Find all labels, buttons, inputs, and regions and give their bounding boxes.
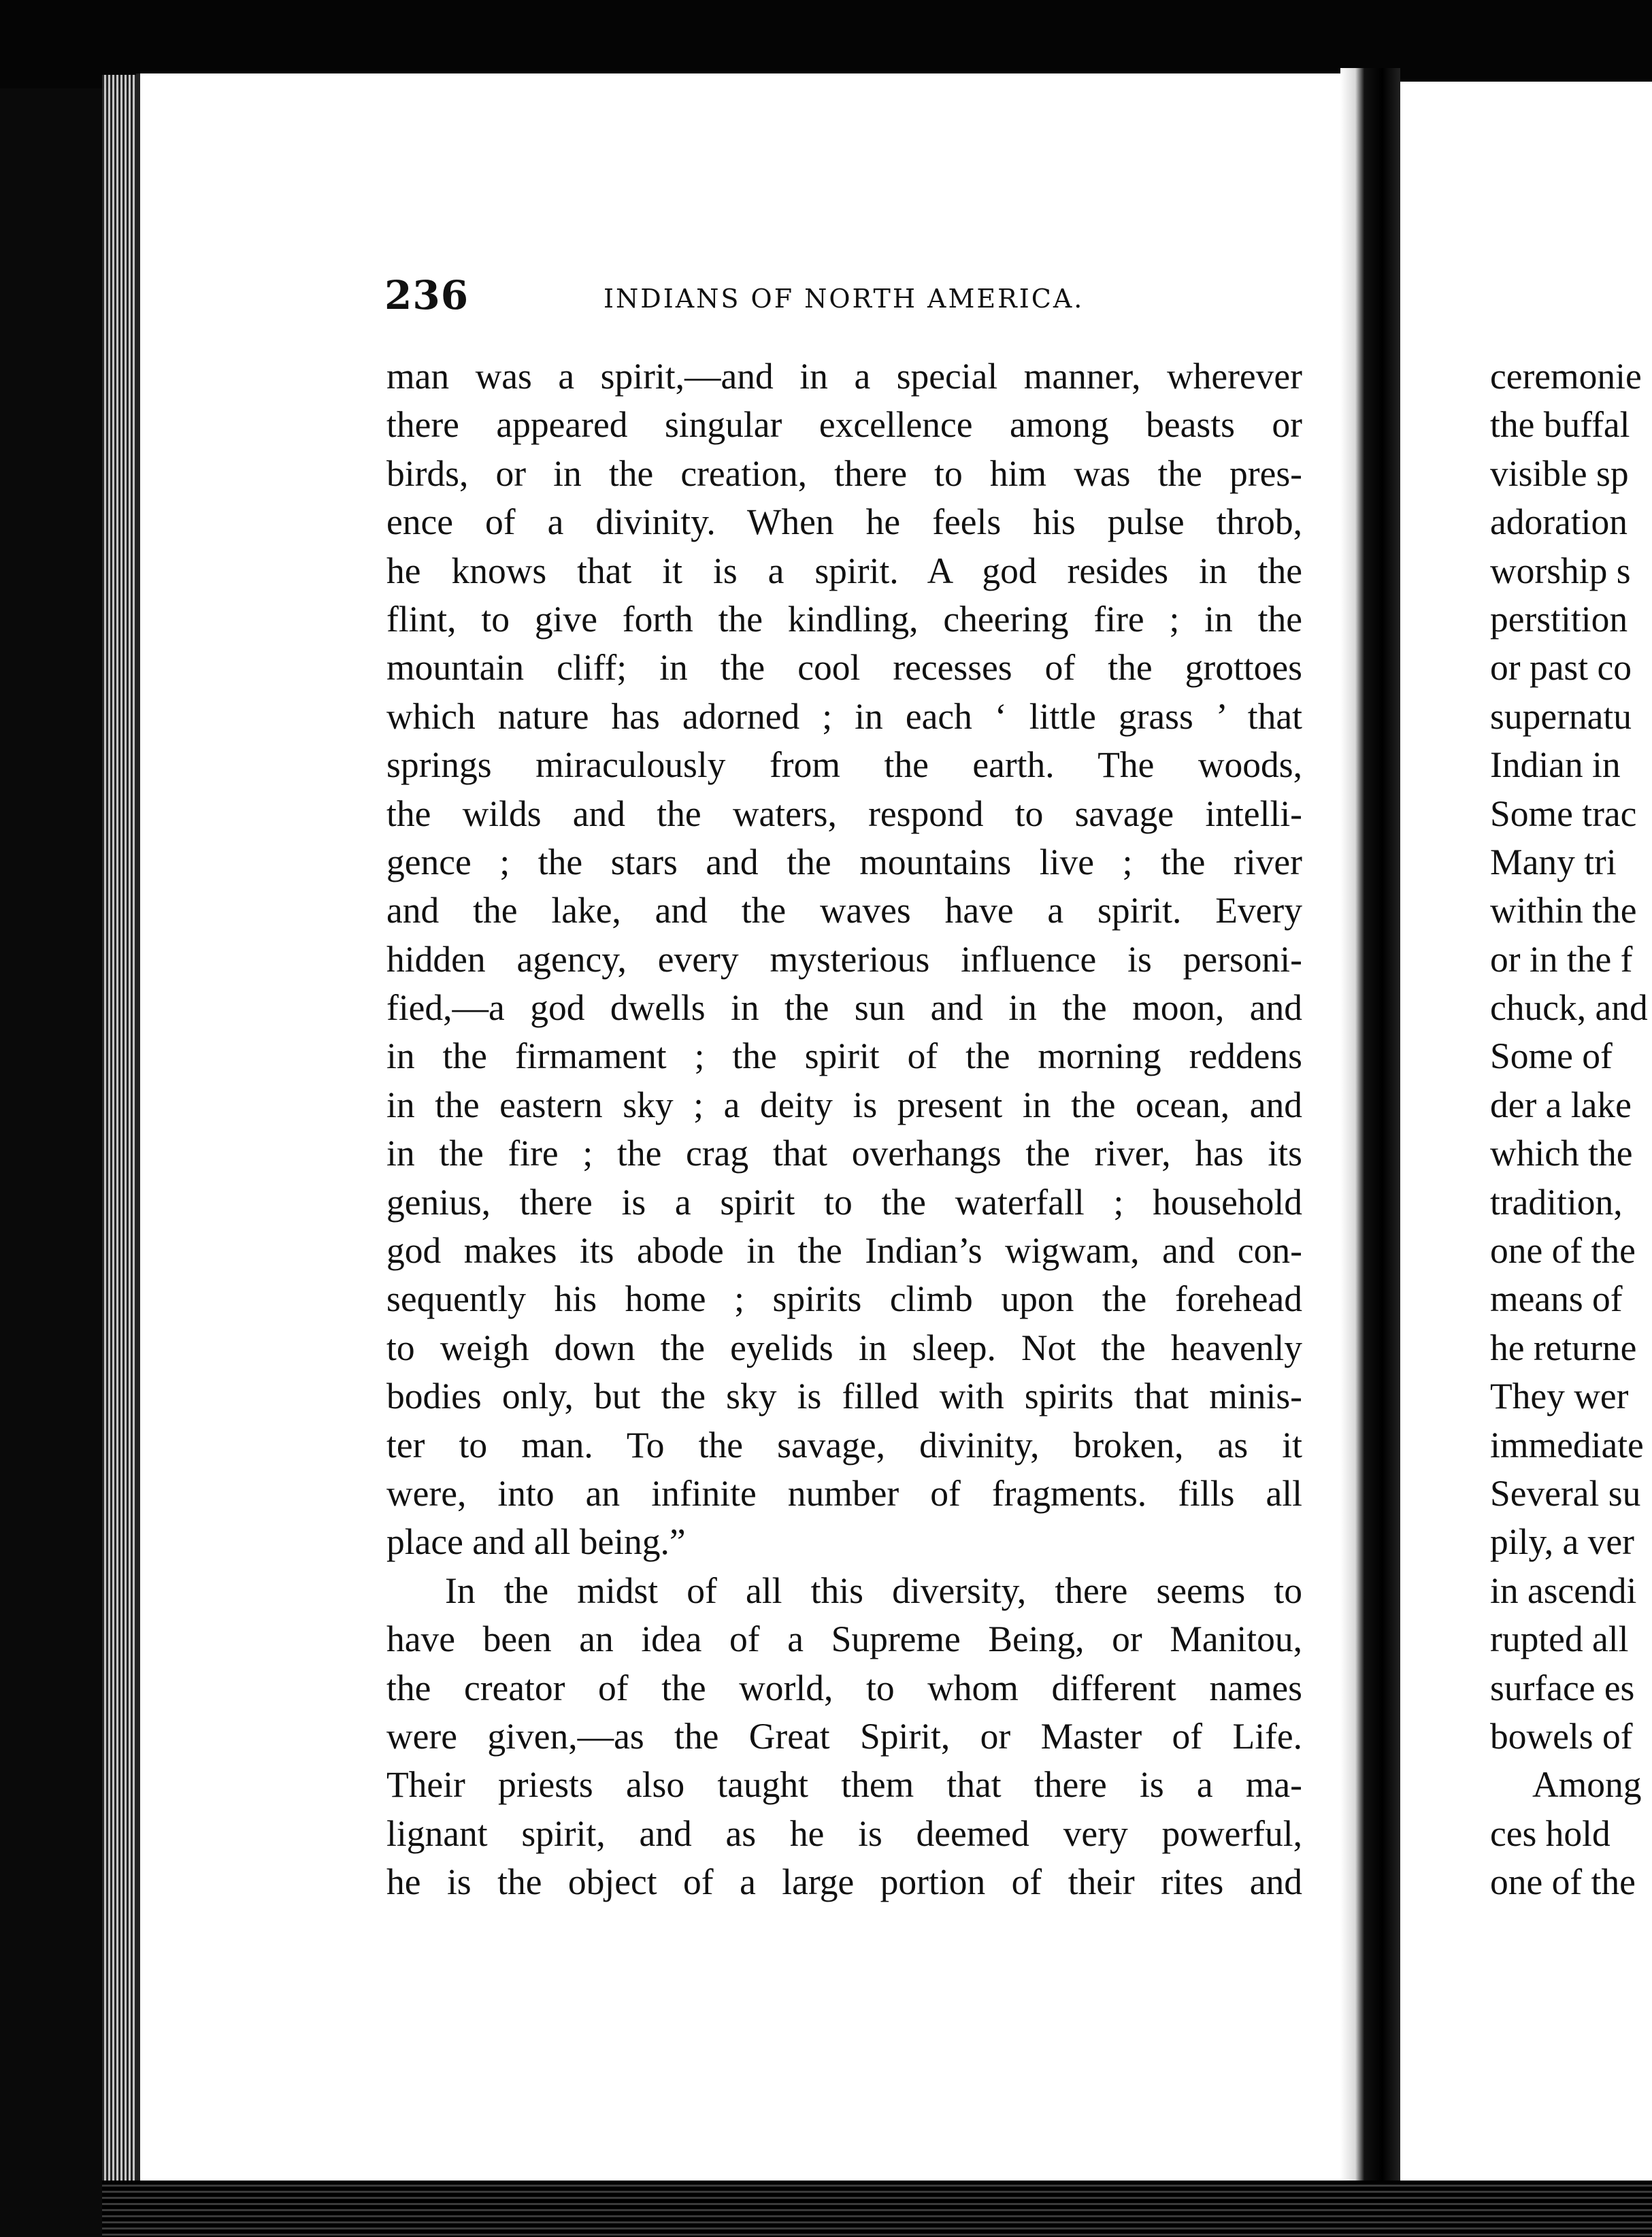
text-line: der a lake [1490, 1084, 1632, 1125]
text-line: springs miraculously from the earth. The woods, [386, 744, 1302, 786]
text-line: Their priests also taught them that there is a ma- [386, 1764, 1302, 1806]
text-line: have been an idea of a Supreme Being, or Manitou, [386, 1619, 1302, 1660]
text-line: lignant spirit, and as he is deemed very powerful, [386, 1812, 1302, 1854]
text-line: one of the [1490, 1230, 1636, 1272]
text-line: in the eastern sky ; a deity is present in the ocean, and [386, 1084, 1302, 1125]
text-line: which the [1490, 1133, 1633, 1174]
text-line: ter to man. To the savage, divinity, broken, as it [386, 1424, 1302, 1465]
text-line: ence of a divinity. When he feels his pulse throb, [386, 501, 1302, 543]
text-line: sequently his home ; spirits climb upon the forehead [386, 1278, 1302, 1320]
text-line: he returne [1490, 1327, 1637, 1368]
text-line: which nature has adorned ; in each ‘ little grass ’ that [386, 695, 1302, 737]
text-line: visible sp [1490, 452, 1629, 494]
text-line: surface es [1490, 1667, 1635, 1708]
running-title: INDIANS OF NORTH AMERICA. [604, 284, 1085, 314]
text-line: or in the f [1490, 938, 1633, 980]
text-line: flint, to give forth the kindling, cheering fire ; in the [386, 598, 1302, 640]
text-line: in the firmament ; the spirit of the morning reddens [386, 1035, 1302, 1077]
text-line: Some trac [1490, 793, 1637, 834]
text-line: place and all being.” [386, 1521, 686, 1563]
text-line: means of [1490, 1278, 1623, 1320]
text-line: within the [1490, 890, 1637, 931]
paragraph-start-line: In the midst of all this diversity, there seems to [445, 1570, 1302, 1611]
text-line: ceremonie [1490, 356, 1642, 397]
text-line: bowels of [1490, 1715, 1633, 1757]
text-line: rupted all [1490, 1619, 1629, 1660]
scan-background-left [0, 88, 102, 2237]
text-line: there appeared singular excellence among beasts or [386, 404, 1302, 446]
left-page-body [386, 352, 1302, 1907]
text-line: and the lake, and the waves have a spirit. Every [386, 890, 1302, 931]
text-line: perstition [1490, 598, 1628, 640]
book-gutter [1340, 68, 1400, 2204]
text-line: worship s [1490, 550, 1631, 591]
text-line: Several su [1490, 1472, 1641, 1514]
text-line: were, into an infinite number of fragments. fills all [386, 1472, 1302, 1514]
text-line: god makes its abode in the Indian’s wigwam, and con- [386, 1230, 1302, 1272]
text-line: the buffal [1490, 404, 1630, 446]
text-line: hidden agency, every mysterious influence is personi- [386, 938, 1302, 980]
text-line: tradition, [1490, 1181, 1623, 1223]
paragraph-start-line: Among [1532, 1764, 1642, 1806]
text-line: Many tri [1490, 841, 1617, 882]
text-line: immediate [1490, 1424, 1644, 1465]
text-line: fied,—a god dwells in the sun and in the moon, and [386, 987, 1302, 1029]
text-line: Some of [1490, 1035, 1613, 1077]
text-line: Indian in [1490, 744, 1621, 786]
text-line: the wilds and the waters, respond to savage intelli- [386, 793, 1302, 834]
text-line: mountain cliff; in the cool recesses of the grottoes [386, 647, 1302, 689]
text-line: bodies only, but the sky is filled with spirits that minis- [386, 1376, 1302, 1417]
text-line: or past co [1490, 647, 1632, 689]
text-line: to weigh down the eyelids in sleep. Not the heavenly [386, 1327, 1302, 1368]
text-line: he knows that it is a spirit. A god resides in the [386, 550, 1302, 591]
right-page-body [1490, 352, 1652, 1905]
text-line: pily, a ver [1490, 1521, 1634, 1563]
page-edge-stack [102, 75, 136, 2191]
text-line: in the fire ; the crag that overhangs the river, has its [386, 1133, 1302, 1174]
text-line: in ascendi [1490, 1570, 1637, 1611]
text-line: ces hold [1490, 1812, 1610, 1854]
text-line: birds, or in the creation, there to him was the pres- [386, 452, 1302, 494]
text-line: supernatu [1490, 695, 1632, 737]
text-line: genius, there is a spirit to the waterfall ; household [386, 1181, 1302, 1223]
text-line: he is the object of a large portion of their rites and [386, 1861, 1302, 1903]
text-line: chuck, and [1490, 987, 1648, 1029]
text-line: gence ; the stars and the mountains live ; the river [386, 841, 1302, 882]
text-line: adoration [1490, 501, 1628, 543]
text-line: man was a spirit,—and in a special manner, wherever [386, 356, 1302, 397]
page-number: 236 [384, 272, 469, 318]
text-line: one of the [1490, 1861, 1636, 1903]
text-line: They wer [1490, 1376, 1629, 1417]
right-page-clip [1490, 340, 1652, 1905]
text-line: were given,—as the Great Spirit, or Master of Life. [386, 1715, 1302, 1757]
page-bottom-edge [102, 2181, 1652, 2237]
text-line: the creator of the world, to whom different names [386, 1667, 1302, 1708]
